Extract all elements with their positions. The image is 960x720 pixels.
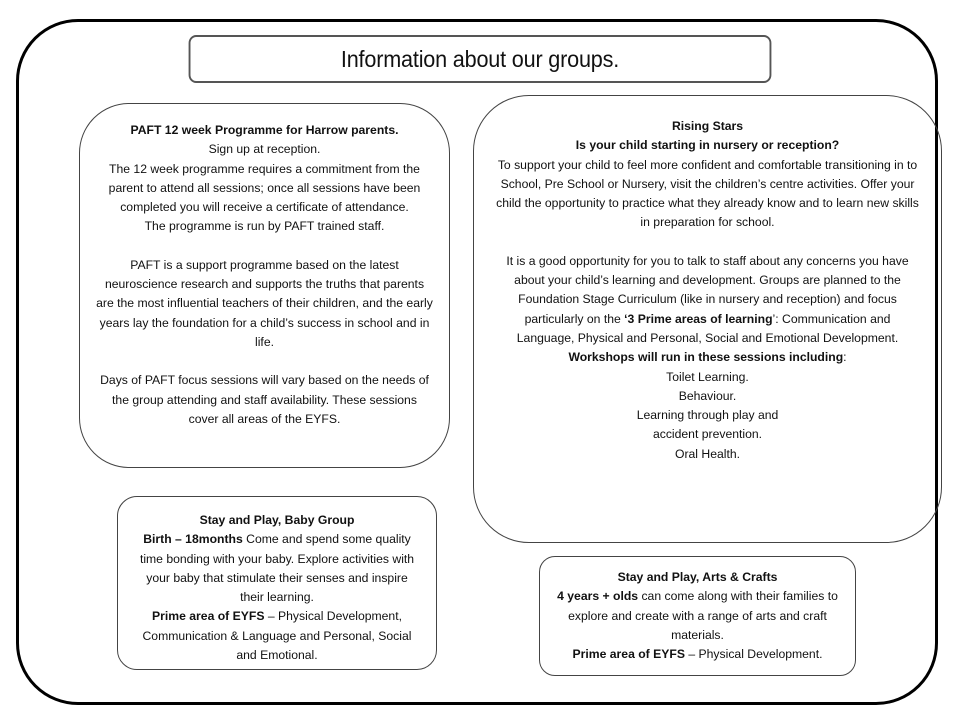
arts-age-range: 4 years + olds [557,589,639,604]
baby-prime-label: Prime area of EYFS [152,609,265,624]
workshops-heading [496,348,919,367]
paft-programme-card [79,103,450,468]
rising-stars-card [473,95,942,543]
rising-support-text: To support your child to feel more confident and comfortable transitioning in to School, Pre School or Nursery, visit the children’s centre activities. Offer your child the opportunity to practice what they already know and to learn new skills in preparation for school. [496,157,919,230]
arts-prime-text: – Physical Development. [684,647,823,662]
workshops-heading-colon: : [843,350,847,365]
workshops-heading-text: Workshops will run in these sessions including [568,350,844,365]
arts-heading: Stay and Play, Arts & Crafts [617,570,778,584]
paft-signup-text: Sign up at reception. [208,142,321,157]
paft-staff-text: The programme is run by PAFT trained staff. [144,219,385,234]
paft-heading: PAFT 12 week Programme for Harrow parents. [130,123,399,137]
baby-prime-area [134,607,420,665]
arts-prime-area [550,645,845,664]
baby-group-card [117,496,437,670]
baby-description [134,530,420,607]
baby-desc-text: Come and spend some quality time bonding with your baby. Explore activities with your baby that stimulate their senses and inspire their learning. [139,532,415,605]
workshop-item: Oral Health. [674,446,741,461]
workshop-item: accident prevention. [652,427,763,442]
baby-heading: Stay and Play, Baby Group [199,513,355,527]
rising-heading: Rising Stars [671,119,744,133]
paft-description: PAFT is a support programme based on the latest neuroscience research and supports the truths that parents are the most influential teachers of their children, and the early years lay the foundation for a child’s success in school and in life. [96,257,433,349]
rising-subheading: Is your child starting in nursery or reception? [575,138,840,153]
arts-desc-text: can come along with their families to explore and create with a range of arts and craft materials. [568,589,838,642]
paft-commitment-text: The 12 week programme requires a commitment from the parent to attend all sessions; once all sessions have been completed you will receive a certificate of attendance. [108,161,421,215]
arts-prime-label: Prime area of EYFS [572,647,685,662]
rising-para2-end: ’: Communication and Language, Physical and Personal, Social and Emotional Development. [516,311,899,345]
arts-crafts-card [539,556,856,676]
page-title: Information about our groups. [189,35,772,83]
paft-sessions-text: Days of PAFT focus sessions will vary based on the needs of the group attending and staff availability. These sessions cover all areas of the EYFS. [100,373,429,426]
arts-description [550,587,845,645]
baby-age-range: Birth – 18months [143,532,243,547]
prime-areas-emphasis: ‘3 Prime areas of learning [624,311,773,326]
workshop-item: Learning through play and [636,408,779,423]
workshop-item: Behaviour. [678,388,737,403]
rising-opportunity-text [496,252,919,348]
baby-prime-text: – Physical Development, Communication & Language and Personal, Social and Emotional. [142,609,412,663]
rising-para2-start: It is a good opportunity for you to talk to staff about any concerns you have about your child’s learning and development. Groups are planned to the Foundation Stage Curriculum (like in nursery and reception) and focus particularly on the [506,253,909,326]
workshop-item: Toilet Learning. [666,369,749,384]
